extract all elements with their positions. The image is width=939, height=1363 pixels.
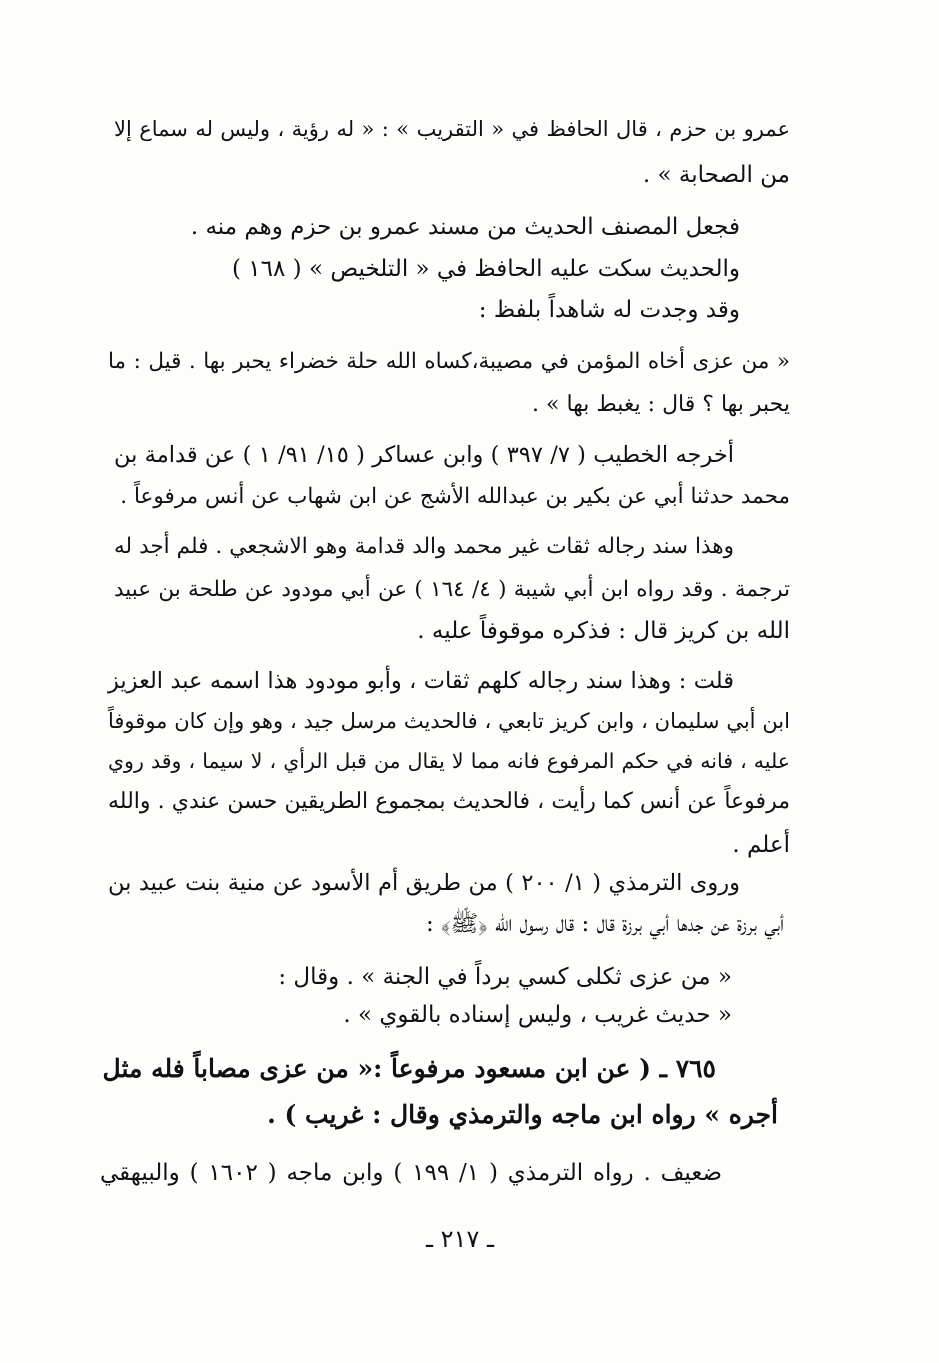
text-line: الله بن كريز قال : فذكره موقوفاً عليه .: [417, 618, 790, 644]
text-line: ضعيف . رواه الترمذي ( ١/ ١٩٩ ) وابن ماجه ( ١٦٠٢ ) والبيهقي: [100, 1160, 722, 1186]
text-line: وروى الترمذي ( ١/ ٢٠٠ ) من طريق أم الأسود عن منية بنت عبيد بن: [108, 870, 740, 896]
text-line: « من عزى ثكلى كسي برداً في الجنة » . وقال :: [278, 964, 732, 990]
page-number: ـ ٢١٧ ـ: [425, 1225, 494, 1253]
text-line: وهذا سند رجاله ثقات غير محمد والد قدامة وهو الاشجعي . فلم أجد له: [114, 534, 735, 559]
hadith-heading-line: ٧٦٥ ـ ( عن ابن مسعود مرفوعاً :« من عزى مصاباً فله مثل: [102, 1054, 716, 1083]
text-line: مرفوعاً عن أنس كما رأيت ، فالحديث بمجموع الطريقين حسن عندي . والله: [108, 789, 790, 814]
hadith-heading-line: أجره » رواه ابن ماجه والترمذي وقال : غريب ) .: [267, 1100, 778, 1129]
text-line: ترجمة . وقد رواه ابن أبي شيبة ( ٤/ ١٦٤ ) عن أبي مودود عن طلحة بن عبيد: [114, 577, 790, 602]
text-line: من الصحابة » .: [642, 162, 790, 188]
text-line: أخرجه الخطيب ( ٧/ ٣٩٧ ) وابن عساكر ( ١٥/ ٩١/ ١ ) عن قدامة بن: [114, 442, 734, 468]
text-line: أعلم .: [732, 832, 790, 858]
text-line: فجعل المصنف الحديث من مسند عمرو بن حزم وهم منه .: [190, 214, 740, 240]
text-line: قلت : وهذا سند رجاله كلهم ثقات ، وأبو مودود هذا اسمه عبد العزيز: [108, 668, 734, 694]
text-line: ابن أبي سليمان ، وابن كريز تابعي ، فالحديث مرسل جيد ، وهو وإن كان موقوفاً: [108, 709, 790, 733]
text-line: « من عزى أخاه المؤمن في مصيبة،كساه الله حلة خضراء يحبر بها . قيل : ما: [108, 349, 790, 374]
text-line: عليه ، فانه في حكم المرفوع فانه مما لا يقال من قبل الرأي ، لا سيما ، وقد روي: [108, 749, 790, 773]
text-line: محمد حدثنا أبي عن بكير بن عبدالله الأشج عن ابن شهاب عن أنس مرفوعاً .: [120, 484, 790, 509]
text-line: وقد وجدت له شاهداً بلفظ :: [478, 297, 740, 323]
text-line: والحديث سكت عليه الحافظ في « التلخيص » ( ١٦٨ ): [231, 256, 740, 282]
text-line: أبي برزة عن جدها أبي برزة قال : قال رسول الله ﴿ﷺ﴾ :: [425, 911, 784, 937]
text-line: « حديث غريب ، وليس إسناده بالقوي » .: [343, 1002, 732, 1028]
text-line: يحبر بها ؟ قال : يغبط بها » .: [532, 392, 790, 417]
text-line: عمرو بن حزم ، قال الحافظ في « التقريب » : « له رؤية ، وليس له سماع إلا: [114, 117, 790, 141]
